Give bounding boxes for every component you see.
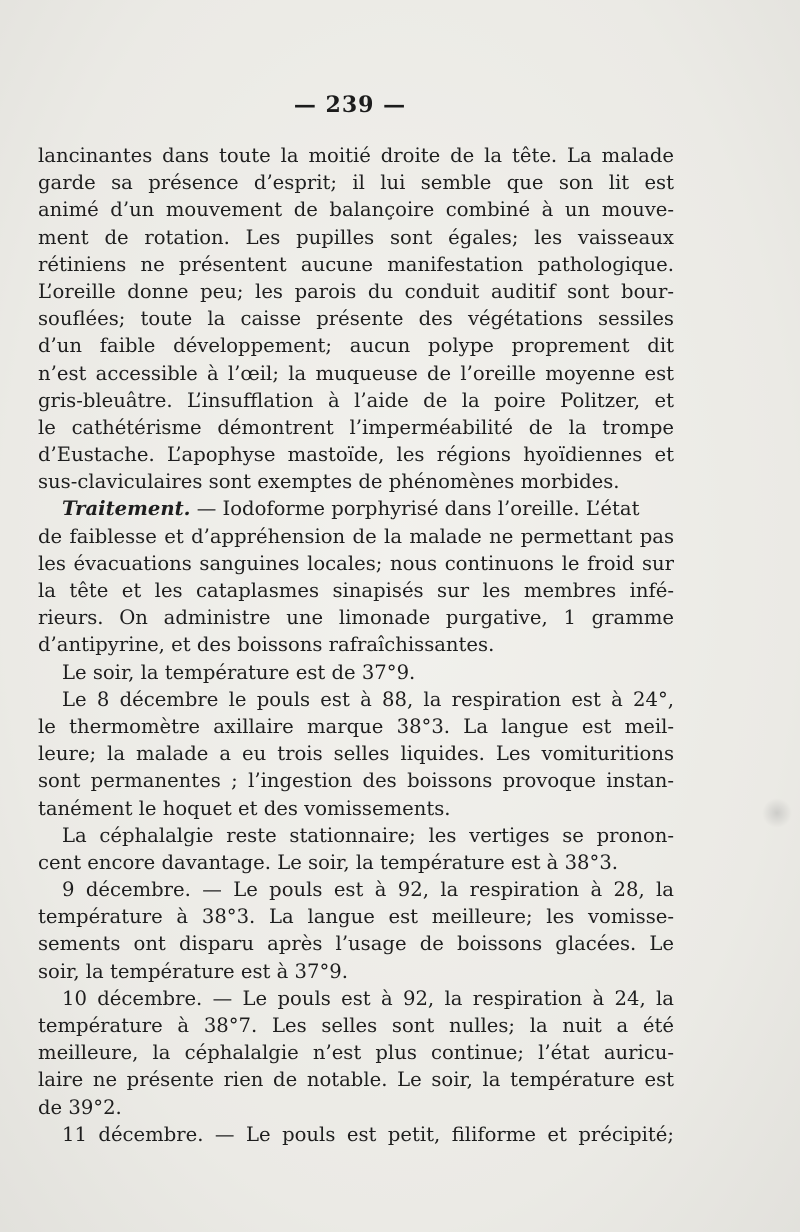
text-line-fragment: — Iodoforme porphyrisé dans l’oreille. L’état [196, 497, 640, 521]
text-line: n’est accessible à l’œil; la muqueuse de l’oreille moyenne est [38, 361, 674, 385]
text-line: sont permanentes ; l’ingestion des boissons provoque instan- [38, 769, 674, 793]
text-line: garde sa présence d’esprit; il lui semble que son lit est [38, 171, 674, 195]
text-line: lancinantes dans toute la moitié droite de la tête. La malade [38, 144, 674, 167]
text-line: 10 décembre. — Le pouls est à 92, la respiration à 24, la [62, 986, 674, 1010]
text-line: soir, la température est à 37°9. [38, 959, 348, 983]
text-line: les évacuations sanguines locales; nous continuons le froid sur [38, 551, 674, 575]
text-line: Le soir, la température est de 37°9. [62, 660, 416, 684]
text-line: le cathétérisme démontrent l’imperméabilité de la trompe [38, 415, 674, 439]
text-line: rieurs. On administre une limonade purgative, 1 gramme [38, 606, 674, 630]
text-line: 9 décembre. — Le pouls est à 92, la respiration à 28, la [62, 878, 674, 902]
text-line: souflées; toute la caisse présente des végétations sessiles [38, 307, 674, 331]
text-line: température à 38°3. La langue est meilleure; les vomisse- [38, 905, 674, 929]
traitement-line [38, 495, 674, 522]
page-number: — 239 — [293, 92, 407, 118]
text-line: de faiblesse et d’appréhension de la malade ne permettant pas [38, 524, 674, 548]
text-line: d’antipyrine, et des boissons rafraîchissantes. [38, 633, 495, 657]
text-line: ment de rotation. Les pupilles sont égales; les vaisseaux [38, 225, 674, 249]
text-line: L’oreille donne peu; les parois du conduit auditif sont bour- [38, 279, 674, 303]
text-line: 11 décembre. — Le pouls est petit, filiforme et précipité; [62, 1122, 674, 1146]
text-line: rétiniens ne présentent aucune manifestation pathologique. [38, 252, 674, 276]
text-line: température à 38°7. Les selles sont nulles; la nuit a été [38, 1014, 674, 1037]
text-line: gris-bleuâtre. L’insufflation à l’aide de la poire Politzer, et [38, 388, 674, 412]
traitement-label: Traitement. [62, 497, 191, 521]
text-line: de 39°2. [38, 1095, 122, 1119]
text-line: d’un faible développement; aucun polype proprement dit [38, 334, 674, 358]
text-line: cent encore davantage. Le soir, la température est à 38°3. [38, 850, 619, 874]
text-line: tanément le hoquet et des vomissements. [38, 796, 451, 820]
paper-blemish [762, 798, 792, 828]
text-line: la tête et les cataplasmes sinapisés sur les membres infé- [38, 579, 674, 602]
text-line: sus-claviculaires sont exemptes de phénomènes morbides. [38, 470, 620, 494]
text-line: Le 8 décembre le pouls est à 88, la respiration est à 24°, [62, 687, 674, 711]
text-line: d’Eustache. L’apophyse mastoïde, les régions hyoïdiennes et [38, 443, 674, 467]
text-line: animé d’un mouvement de balançoire combiné à un mouve- [38, 198, 674, 222]
text-line: laire ne présente rien de notable. Le soir, la température est [38, 1068, 674, 1092]
text-line: sements ont disparu après l’usage de boissons glacées. Le [38, 932, 674, 956]
text-line: leure; la malade a eu trois selles liquides. Les vomituritions [38, 742, 674, 766]
text-line: le thermomètre axillaire marque 38°3. La langue est meil- [38, 714, 674, 738]
text-line: La céphalalgie reste stationnaire; les vertiges se pronon- [62, 823, 674, 847]
text-line: meilleure, la céphalalgie n’est plus continue; l’état auricu- [38, 1041, 674, 1065]
body-text [38, 142, 674, 1148]
